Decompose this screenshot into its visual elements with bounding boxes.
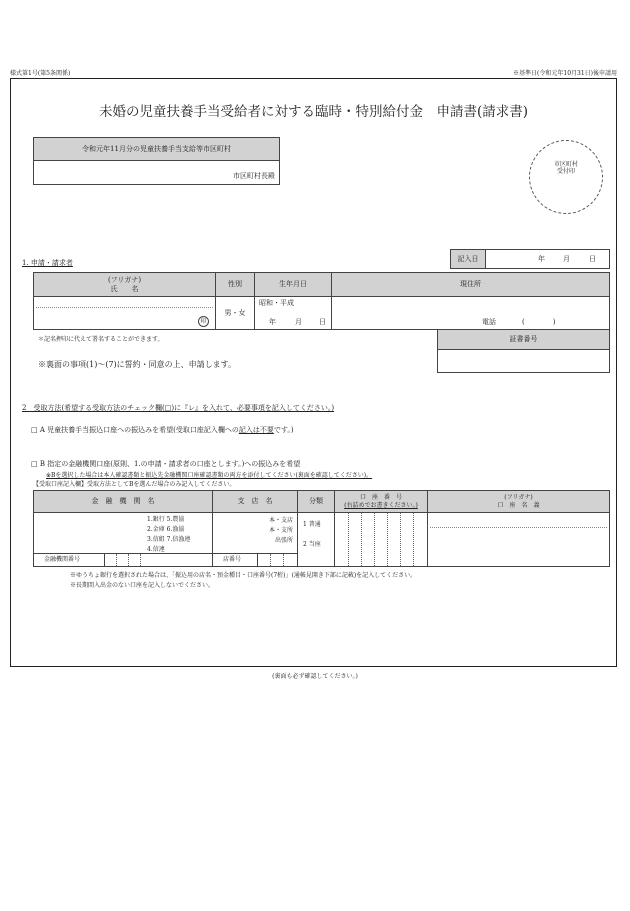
certificate-box: [437, 329, 610, 373]
account-number-field[interactable]: [335, 513, 428, 567]
era-options: 昭和・平成: [259, 299, 294, 307]
dob-month: 月: [295, 318, 302, 327]
branch-header: 支 店 名: [213, 491, 298, 513]
certificate-number-field[interactable]: [438, 350, 609, 373]
branch-type-options: 本・支店 本・支所 出張所: [268, 517, 293, 544]
form-title: 未婚の児童扶養手当受給者に対する臨時・特別給付金 申請書(請求書): [98, 104, 529, 120]
option-a-checkbox[interactable]: □: [31, 426, 38, 434]
name-header: [34, 273, 216, 297]
addressee-suffix: 市区町村長殿: [233, 172, 275, 181]
name-field[interactable]: [34, 297, 216, 330]
bank-code-label: 金融機関番号: [44, 556, 81, 563]
option-b-note: ※Bを選択した場合は本人確認書類と振込先金融機関口座確認書類の両方を添付してください(裏面を確認してください)。: [46, 472, 373, 479]
account-header: 【受取口座記入欄】受取方法としてBを選んだ場合のみ記入してください。: [33, 481, 236, 488]
dob-day: 日: [319, 318, 326, 327]
account-type-ordinary[interactable]: 1 普通: [303, 521, 321, 528]
dormant-account-note: ※長期間入出金のない口座を記入しないでください。: [70, 582, 215, 589]
branch-code-row: [213, 553, 297, 566]
entry-day: 日: [589, 255, 596, 263]
entry-year: 年: [538, 255, 545, 263]
yucho-note: ※ゆうちょ銀行を選択された場合は、「振込用の店名・預金種目・口座番号(7桁)」(通帳見開き下部に記載)を記入してください。: [70, 572, 417, 579]
address-header: 現住所: [332, 273, 610, 297]
seal-mark-icon: 印: [198, 316, 209, 327]
section1-title: 1. 申請・請求者: [22, 259, 73, 267]
dob-year: 年: [269, 318, 276, 327]
reception-stamp-area: [529, 140, 603, 214]
addressee-box: [33, 137, 280, 185]
base-date-note: ※基準日(令和元年10月31日)後申請用: [513, 70, 617, 77]
address-field[interactable]: [332, 297, 610, 330]
entry-month: 月: [563, 255, 570, 263]
holder-header: (フリガナ) 口 座 名 義: [428, 491, 610, 513]
branch-field[interactable]: [213, 513, 298, 567]
seal-note: ＊記名押印に代えて署名することができます。: [38, 336, 164, 343]
type-header: 分類: [298, 491, 335, 513]
phone-parens: ( ): [522, 318, 556, 327]
option-b-checkbox[interactable]: □: [31, 460, 38, 468]
acct-no-header: 口 座 番 号 (右詰めでお書きください。): [335, 491, 428, 513]
option-b: □ B 指定の金融機関口座(原則、1.の申請・請求者の口座とします。)への振込みを希望: [31, 460, 301, 468]
bank-name-field[interactable]: [34, 513, 213, 567]
stamp-label-2: 受付印: [556, 168, 575, 176]
stamp-label-1: 市区町村: [553, 161, 578, 168]
entry-date-box: [450, 249, 610, 269]
option-a: □ A 児童扶養手当振込口座への振込みを希望(受取口座記入欄への記入は不要です。): [31, 426, 294, 434]
sex-header: 性別: [216, 273, 255, 297]
account-holder-field[interactable]: [428, 513, 610, 567]
addressee-header: 令和元年11月分の児童扶養手当支給等市区町村: [34, 138, 279, 161]
name-label: 氏 名: [110, 284, 139, 293]
bank-account-table: [33, 490, 610, 567]
footer-note: (裏面も必ず確認してください。): [272, 673, 358, 680]
entry-date-label: 記入日: [451, 250, 486, 268]
dob-header: 生年月日: [255, 273, 332, 297]
section2-title: 2 受取方法(希望する受取方法のチェック欄(□)に『レ』を入れて、必要事項を記入してください。): [22, 404, 335, 412]
account-type-field[interactable]: [298, 513, 335, 567]
dob-field[interactable]: [255, 297, 332, 330]
bank-code-row: [34, 553, 212, 566]
branch-code-label: 店番号: [223, 556, 242, 563]
certificate-label: 証書番号: [438, 330, 609, 350]
account-type-current[interactable]: 2 当座: [303, 541, 321, 548]
pledge-text: ※裏面の事項(1)～(7)に誓約・同意の上、申請します。: [38, 360, 237, 369]
bank-name-header: 金 融 機 関 名: [34, 491, 213, 513]
applicant-table: [33, 272, 610, 330]
sex-field[interactable]: 男・女: [216, 297, 255, 330]
form-number: 様式第1号(第5条関係): [10, 70, 71, 77]
furigana-label: (フリガナ): [107, 275, 142, 284]
bank-type-options: 1.銀行 5.農協 2.金庫 6.漁協 3.信組 7.信漁連 4.信連: [147, 516, 191, 553]
phone-label: 電話: [482, 318, 496, 327]
